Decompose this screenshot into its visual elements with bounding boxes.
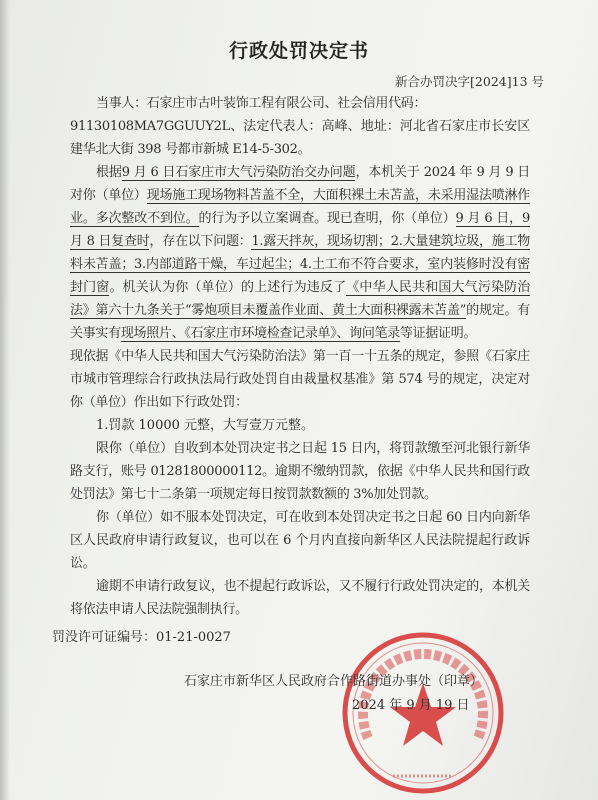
facts-law-fill: 《中华人民共和国大气污染防治法》第六十九条关于“雾炮项目未覆盖作业面、黄土大面积裸露未苫盖” [70,280,530,318]
document-title: 行政处罚决定书 [228,40,369,62]
payment-paragraph: 限你（单位）自收到本处罚决定书之日起 15 日内，将罚款缴至河北银行新华路支行，账号 01281800000112。逾期不缴纳罚款，依据《中华人民共和国行政处罚法》第七十二条第一项规定每日按罚款数额的 3%加处罚款。 [70,441,530,502]
party-line-2: 91130108MA7GGUUY2L、法定代表人：高峰、地址：河北省石家庄市长安区建华北大街 398 号都市新城 E14-5-302。 [70,119,530,157]
issuing-authority: 石家庄市新华区人民政府合作路街道办事处（印章） [184,674,484,689]
document-number: 新合办罚决字[2024]13 号 [395,74,544,89]
facts-text-7: 等证据证明。 [399,326,477,341]
facts-violation-fill: 现场施工现场物料苫盖不全，大面积裸土未苫盖，未采用湿法喷淋作业。多次整改不到位。 [70,188,530,226]
document-body [70,92,530,621]
enforcement-paragraph: 逾期不申请行政复议，也不提起行政诉讼，又不履行行政处罚决定的，本机关将依法申请人民法院强制执行。 [70,579,530,617]
facts-text-4: ，存在以下问题： [149,234,252,249]
appeal-paragraph: 你（单位）如不服本处罚决定，可在收到本处罚决定书之日起 60 日内向新华区人民政府申请行政复议，也可以在 6 个月内直接向新华区人民法院提起行政诉讼。 [70,510,530,571]
facts-date-fill: 9 月 6 日，9 月 8 日复查时 [70,211,530,249]
facts-text-3: 的行为予以立案调查。现已查明，你（单位） [198,211,456,226]
facts-problems-fill: 1.露天拌灰，现场切割；2.大量建筑垃圾，施工物料未苫盖；3.内部道路干燥，车过起尘；4.土工布不符合要求，室内装修时没有密封门窗 [70,234,530,295]
facts-source-fill: 9 月 6 日石家庄市大气污染防治交办问题 [121,165,356,180]
page-shadow-edge [0,0,10,800]
facts-text-6: 的规定。有关事实有 [70,303,530,341]
party-line-1: 当事人：石家庄市古叶装饰工程有限公司、社会信用代码： [96,96,427,111]
permit-number: 罚没许可证编号：01-21-0027 [52,630,231,645]
facts-text-2: ，本机关于 2024 年 9 月 9 日对你（单位） [70,165,531,203]
official-seal [338,628,508,798]
basis-paragraph: 现依据《中华人民共和国大气污染防治法》第一百一十五条的规定，参照《石家庄市城市管理综合行政执法局行政处罚自由裁量权基准》第 574 号的规定，决定对你（单位）作出如下行政处罚： [70,349,530,410]
facts-text-5: 。机关认为你（单位）的上述行为违反了 [109,280,347,295]
seal-star [390,683,456,746]
facts-paragraph [70,161,530,345]
facts-evidence-fill: 现场照片、《石家庄市环境检查记录单》、询问笔录 [120,326,400,341]
penalty-line: 1.罚款 10000 元整，大写壹万元整。 [96,418,315,433]
issue-date: 2024 年 9 月 19 日 [352,698,470,713]
facts-text-1: 根据 [96,165,122,180]
